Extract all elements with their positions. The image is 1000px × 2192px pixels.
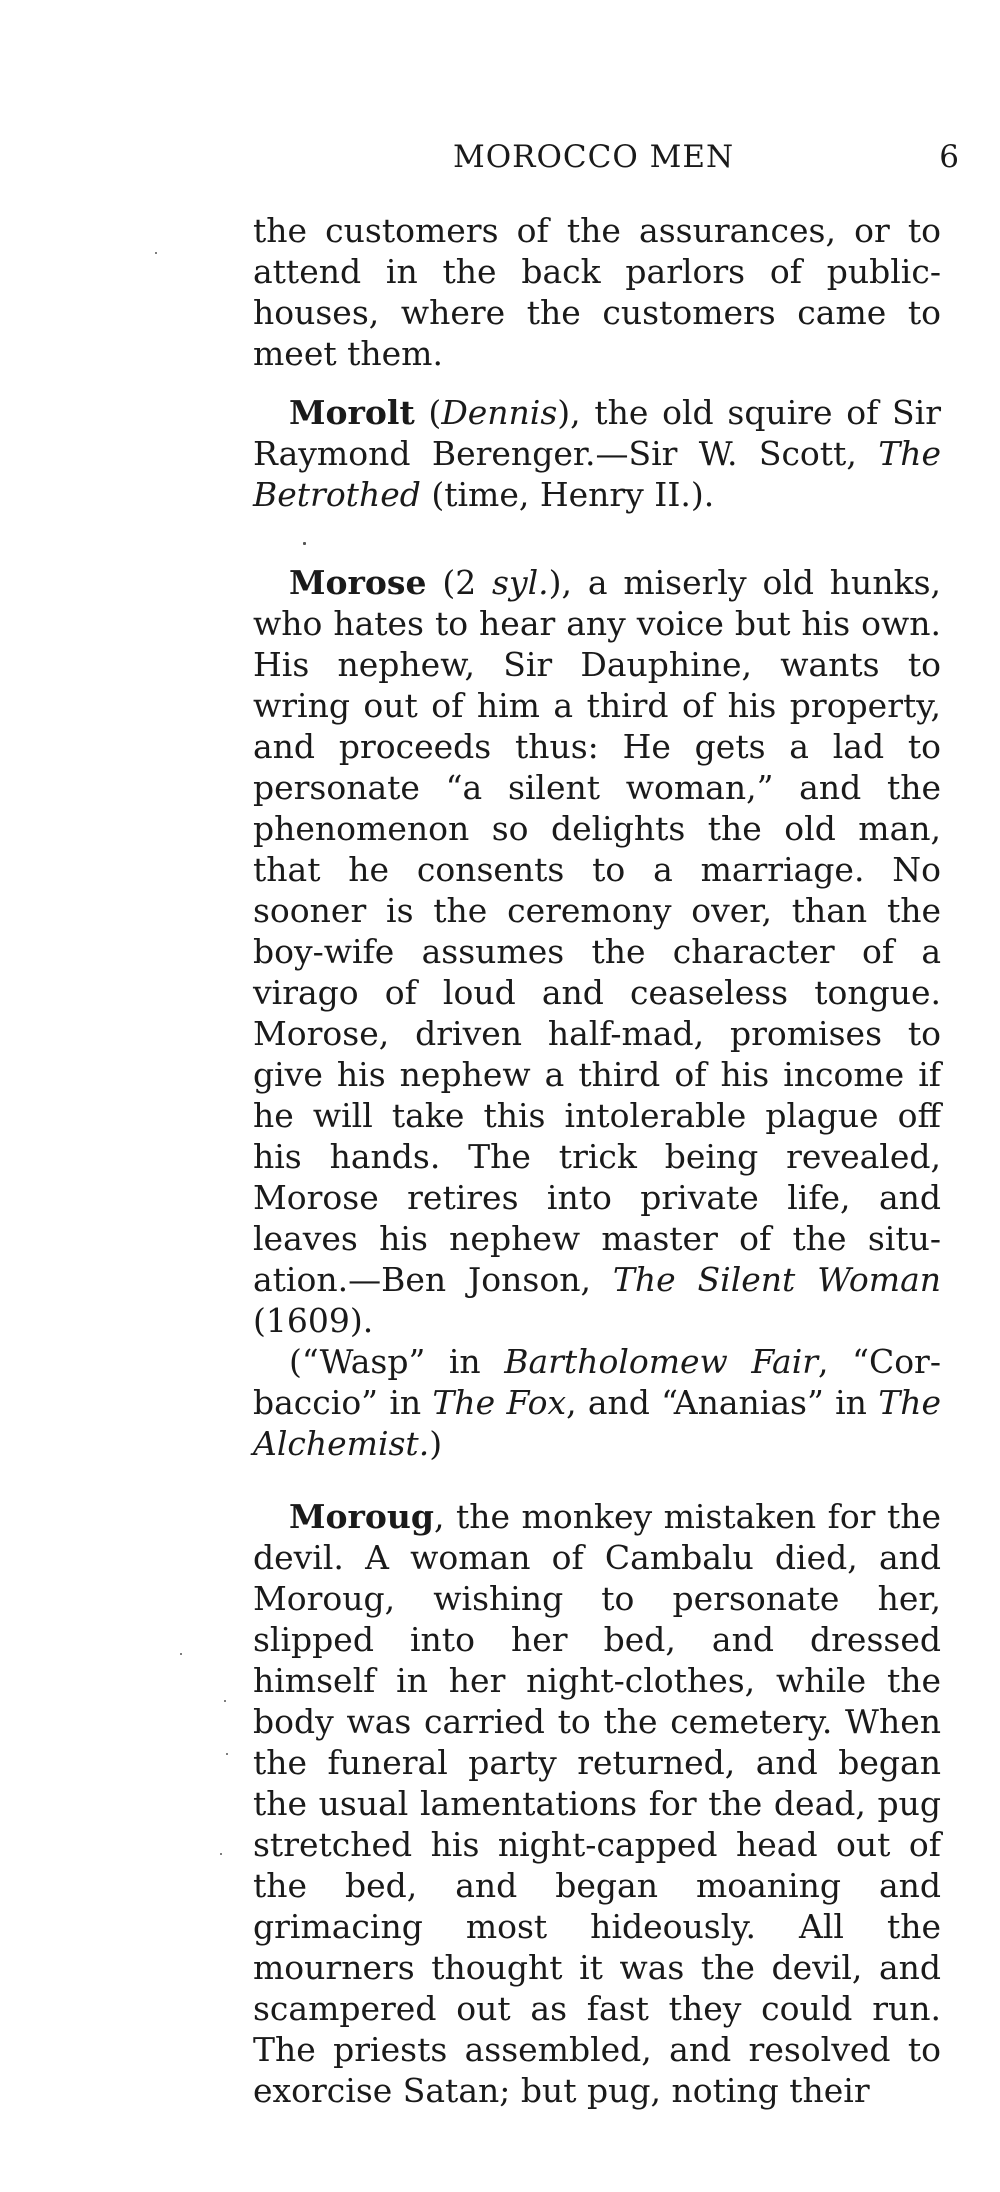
- entry-moroug: [253, 1496, 941, 2111]
- entry-italic-title: The Silent Woman: [612, 1260, 941, 1299]
- print-speck: [220, 1853, 222, 1855]
- entry-text: ), the old squire of Sir Raymond Berenger.—Sir W. Scott,: [253, 393, 941, 473]
- entry-italic: Dennis: [441, 393, 558, 432]
- entry-italic-title: The Betrothed: [253, 434, 941, 514]
- print-speck: [155, 252, 157, 254]
- note-text: ): [429, 1424, 443, 1463]
- entry-text: (1609).: [253, 1301, 374, 1340]
- running-head: [258, 135, 960, 179]
- note-text: , “Corbaccio” in: [253, 1342, 941, 1422]
- entry-headword: Moroug: [289, 1497, 435, 1536]
- page-number: 6: [939, 139, 960, 175]
- note-italic-title: Bartholomew Fair: [504, 1342, 819, 1381]
- entry-paragraph: [253, 392, 941, 515]
- entry-text: (2: [426, 563, 493, 602]
- entry-text: (: [414, 393, 442, 432]
- continuation-block: [253, 210, 941, 374]
- note-text: (“Wasp” in: [289, 1342, 505, 1381]
- print-speck: [224, 1700, 226, 1702]
- entry-headword: Morose: [289, 563, 427, 602]
- entry-headword: Morolt: [289, 393, 415, 432]
- note-text: , and “Ananias” in: [566, 1383, 879, 1422]
- entry-italic: syl.: [492, 563, 549, 602]
- running-title: MOROCCO MEN: [453, 139, 735, 175]
- note-italic-title: The Fox: [432, 1383, 567, 1422]
- entry-morose: [253, 562, 941, 1464]
- entry-text: (time, Henry II.).: [420, 475, 715, 514]
- entry-text: ), a miserly old hunks, who hates to hear any voice but his own. His nephew, Sir Dauphine, wants to wring out of him a third of his property, and proceeds thus: He gets a lad to personate “a silent woman,” and the phenomenon so delights the old man, that he consents to a marriage. No sooner is the ceremony over, than the boy-wife assumes the character of a virago of loud and ceaseless tongue. Morose, driven half-mad, promises to give his nephew a third of his income if he will take this intolerable plague off his hands. The trick being revealed, Morose retires into private life, and leaves his nephew master of the situation.—Ben Jonson,: [253, 563, 941, 1299]
- entry-text: , the monkey mistaken for the devil. A woman of Cambalu died, and Moroug, wishing to personate her, slipped into her bed, and dressed himself in her night-clothes, while the body was carried to the cemetery. When the funeral party returned, and began the usual lamentations for the dead, pug stretched his night-capped head out of the bed, and began moaning and grimacing most hideously. All the mourners thought it was the devil, and scampered out as fast they could run. The priests assembled, and resolved to exorcise Satan; but pug, noting their: [253, 1497, 941, 2110]
- entry-morolt: [253, 392, 941, 515]
- continuation-paragraph: the customers of the assurances, or to attend in the back parlors of public-houses, where the customers came to meet them.: [253, 211, 941, 373]
- entry-paragraph: [253, 562, 941, 1341]
- print-speck: [226, 1753, 228, 1755]
- note-italic-title: The Alchemist.: [253, 1383, 941, 1463]
- entry-paragraph: [253, 1496, 941, 2111]
- print-speck: [303, 542, 306, 545]
- print-speck: [180, 1653, 182, 1655]
- entry-note-paragraph: [253, 1341, 941, 1464]
